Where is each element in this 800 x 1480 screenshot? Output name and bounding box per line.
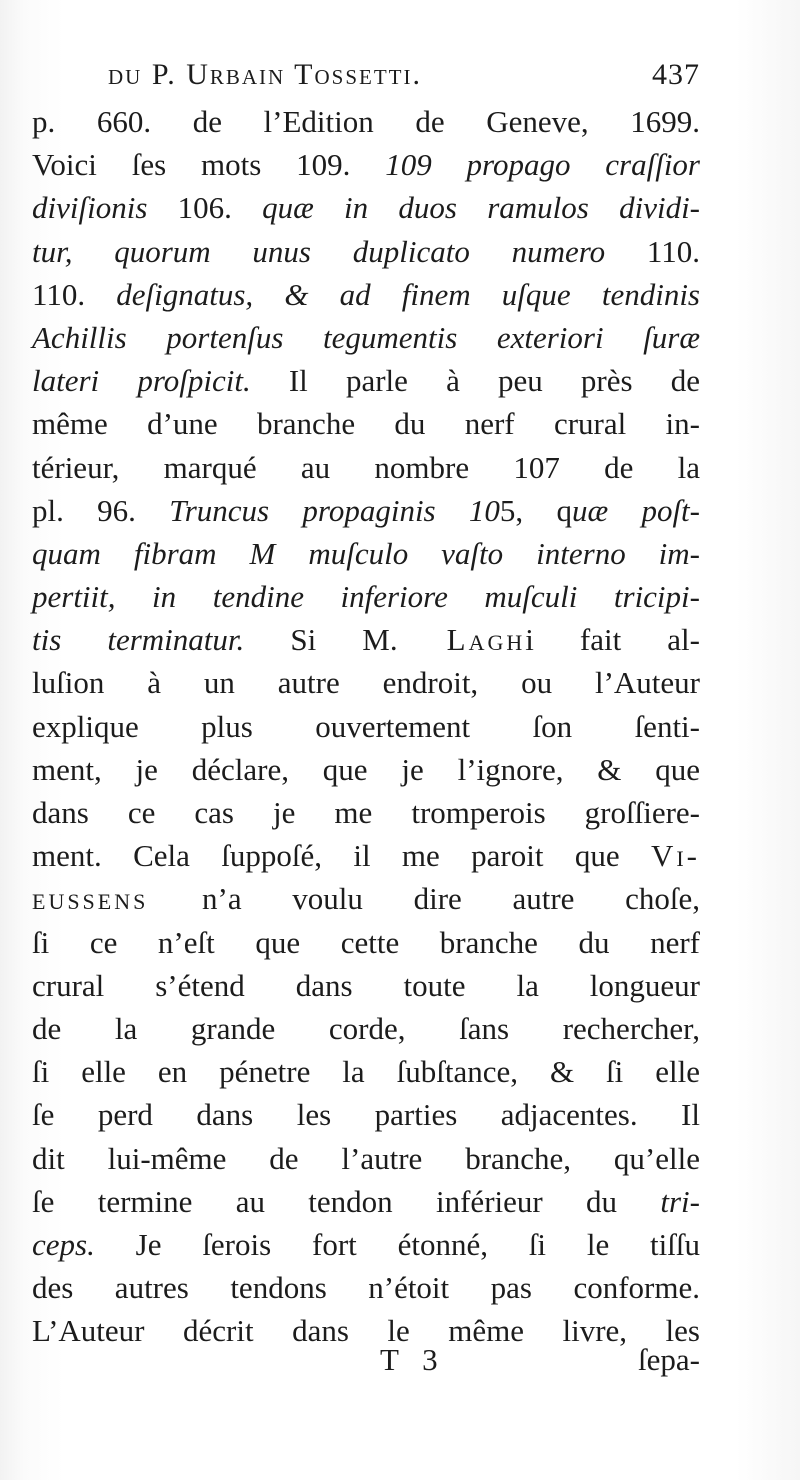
text-line: même d’une branche du nerf crural in-: [32, 406, 700, 442]
page-number: 437: [652, 58, 700, 91]
italic-run: Truncus propaginis 10: [169, 492, 500, 528]
running-title: du P. Urbain Tossetti.: [108, 58, 422, 91]
text-line: p. 660. de l’Edition de Geneve, 1699.: [32, 104, 700, 139]
text-line: luſion à un autre endroit, ou l’Auteur: [32, 665, 700, 701]
small-caps-run: Vi-: [650, 838, 700, 874]
small-caps-run: eussens: [32, 881, 203, 917]
text-line: explique plus ouvertement ſon ſenti-: [32, 708, 700, 744]
text-line: [32, 532, 700, 575]
text-line: L’Auteur décrit dans le même livre, les: [32, 1313, 700, 1349]
text-line: [32, 618, 700, 661]
text-line: [32, 143, 700, 186]
italic-run: ceps.: [32, 1226, 95, 1262]
italic-run: Achillis portenſus tegumentis exteriori ſuræ: [32, 319, 700, 355]
text-line: dans ce cas je me tromperois groſſiere-: [32, 795, 700, 830]
text-line: ſi elle en pénetre la ſubſtance, & ſi elle: [32, 1054, 700, 1090]
body-text: [32, 100, 700, 1352]
page-footer: [0, 1338, 800, 1382]
italic-run: quam fibram M muſculo vaſto interno im-: [32, 535, 700, 571]
text-line: [32, 834, 700, 877]
text-line: [32, 186, 700, 229]
italic-run: tri-: [617, 1183, 700, 1219]
small-caps-run: Lagh: [397, 622, 526, 658]
roman-run: 106.: [147, 190, 232, 226]
text-line: [32, 316, 700, 359]
text-line: dit lui-même de l’autre branche, qu’elle: [32, 1140, 700, 1176]
roman-run: pl. 96.: [32, 492, 170, 528]
italic-run: uæ poſt-: [571, 492, 700, 528]
text-line: crural s’étend dans toute la longueur: [32, 967, 700, 1003]
roman-run: n’a voulu dire autre choſe,: [202, 881, 700, 917]
text-line: [32, 1223, 700, 1266]
text-line: [32, 273, 700, 316]
text-line: de la grande corde, ſans rechercher,: [32, 1010, 700, 1046]
italic-run: quæ in duos ramulos dividi-: [231, 190, 701, 226]
italic-run: deſignatus, & ad finem uſque tendinis: [116, 276, 700, 312]
catchword: ſepa-: [638, 1342, 700, 1377]
roman-run: i fait al-: [525, 622, 700, 658]
roman-run: 110.: [646, 233, 700, 269]
roman-run: 5, q: [499, 492, 572, 528]
text-line: [32, 1180, 700, 1223]
text-line: ment, je déclare, que je l’ignore, & que: [32, 751, 700, 787]
italic-run: lateri proſpicit.: [32, 363, 251, 399]
text-line: ſe perd dans les parties adjacentes. Il: [32, 1097, 700, 1133]
signature-mark: T 3: [380, 1342, 446, 1377]
text-line: ſi ce n’eſt que cette branche du nerf: [32, 924, 700, 960]
italic-run: diviſionis: [32, 190, 148, 226]
text-line: [32, 230, 700, 273]
roman-run: Je ſerois fort étonné, ſi le tiſſu: [94, 1226, 700, 1262]
running-head: [100, 50, 700, 100]
roman-run: ment. Cela ſuppoſé, il me paroit que: [32, 838, 651, 874]
text-line: [32, 877, 700, 920]
roman-run: 110.: [32, 276, 117, 312]
italic-run: pertiit, in tendine inferiore muſculi tricipi-: [32, 579, 700, 615]
text-line: [32, 575, 700, 618]
italic-run: tur, quorum unus duplicato numero: [32, 233, 647, 269]
text-line: térieur, marqué au nombre 107 de la: [32, 449, 700, 485]
text-line: des autres tendons n’étoit pas conforme.: [32, 1270, 700, 1306]
text-line: [32, 489, 700, 532]
roman-run: ſe termine au tendon inférieur du: [32, 1183, 618, 1219]
italic-run: tis terminatur.: [32, 622, 245, 658]
text-line: [32, 359, 700, 402]
roman-run: Si M.: [244, 622, 398, 658]
roman-run: Voici ſes mots 109.: [32, 147, 351, 183]
italic-run: 109 propago craſſior: [350, 147, 700, 183]
roman-run: Il parle à peu près de: [250, 363, 700, 399]
